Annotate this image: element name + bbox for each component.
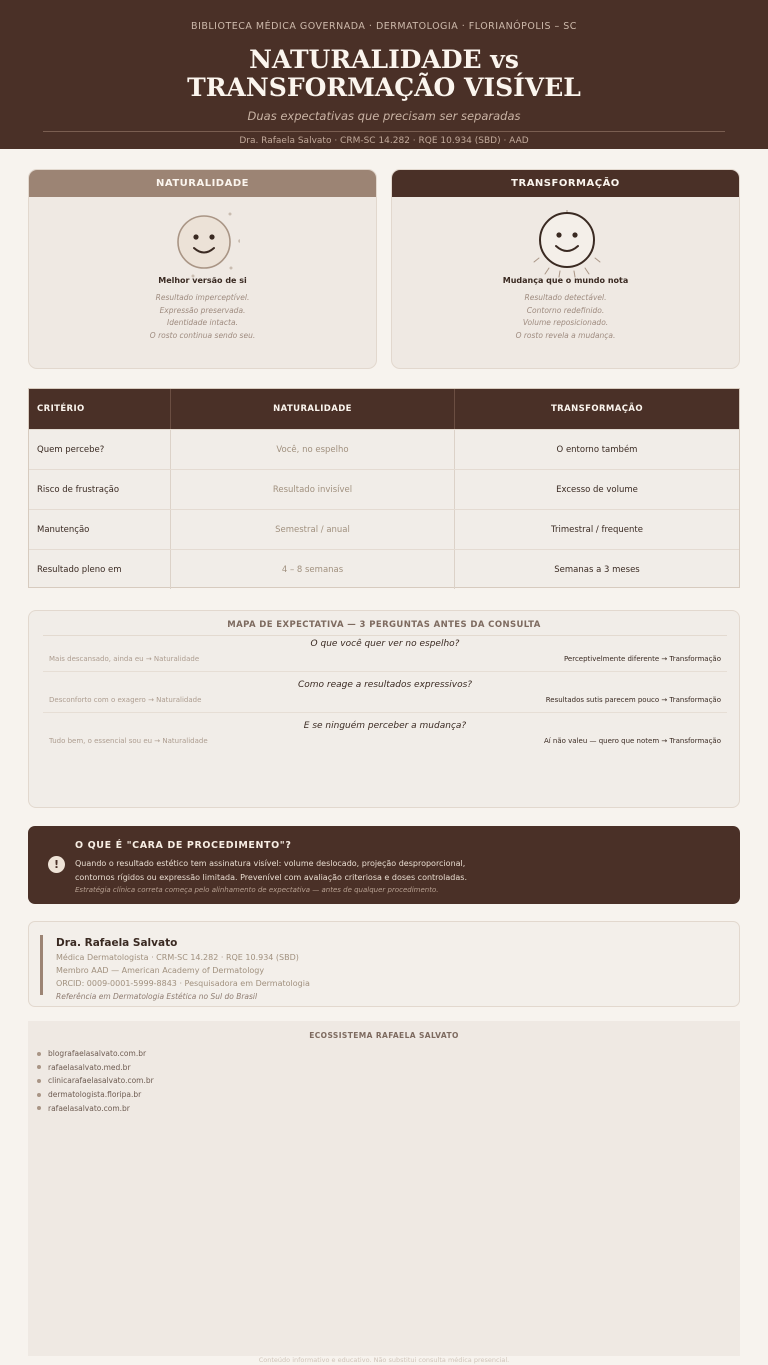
table-row [29,469,739,509]
link-text: blografaelasalvato.com.br [48,1049,147,1059]
card-transformacao [391,169,740,369]
table-cell: Excesso de volume [556,484,638,495]
smiley-face-icon [168,210,240,278]
callout-note: Estratégia clínica correta começa pelo alinhamento de expectativa — antes de qualquer procedimento. [75,886,439,894]
callout-line: Quando o resultado estético tem assinatura visível: volume deslocado, projeção desproporcional, [75,859,466,868]
question-text: O que você quer ver no espelho? [310,639,460,649]
page-title [0,46,768,102]
link-text: rafaelasalvato.com.br [48,1103,130,1113]
ecosystem-list [37,1047,154,1115]
ecosystem-link[interactable] [37,1074,154,1088]
card-naturalidade [28,169,377,369]
column-header: TRANSFORMAÇÃO [550,404,643,414]
answer-transformacao: Perceptivelmente diferente → Transformação [563,655,721,663]
bullet-icon [37,1106,41,1110]
exclamation-icon: ! [48,856,65,873]
column-header: NATURALIDADE [171,389,455,429]
callout-line: contornos rígidos ou expressão limitada. Prevenível com avaliação criteriosa e doses controladas. [75,872,467,882]
question-text: Como reage a resultados expressivos? [297,680,473,690]
author-orcid: ORCID: 0009-0001-5999-8843 · Pesquisadora em Dermatologia [56,979,310,988]
card-line: Resultado imperceptível. [155,293,250,302]
header-divider [43,131,725,132]
table-cell: Semanas a 3 meses [554,564,640,575]
table-cell: Trimestral / frequente [551,524,643,535]
question-text: E se ninguém perceber a mudança? [303,721,467,731]
ecosystem-link[interactable] [37,1101,154,1115]
page-subtitle: Duas expectativas que precisam ser separadas [247,109,521,123]
map-divider [43,635,727,636]
table-header-row [29,389,739,429]
card-line: Contorno redefinido. [526,305,605,315]
table-cell: 4 – 8 semanas [171,550,455,589]
callout-title: O QUE É "CARA DE PROCEDIMENTO"? [75,840,292,851]
expectation-map [28,610,740,808]
page-title-line-2: TRANSFORMAÇÃO VISÍVEL [187,73,581,102]
table-cell: Resultado pleno em [29,550,171,589]
card-line: Resultado detectável. [524,293,607,302]
header-credentials: Dra. Rafaela Salvato · CRM-SC 14.282 · RQE 10.934 (SBD) · AAD [239,136,529,146]
answer-naturalidade: Tudo bem, o essencial sou eu → Naturalidade [49,737,208,745]
question-divider [43,671,727,672]
table-row [29,429,739,469]
procedure-face-callout [28,826,740,904]
bullet-icon [37,1079,41,1083]
ecosystem-link[interactable] [37,1088,154,1102]
ecosystem-link[interactable] [37,1047,154,1061]
card-line: Expressão preservada. [159,305,246,315]
author-accent-bar [40,935,43,995]
table-cell: O entorno também [556,444,638,455]
answer-transformacao: Resultados sutis parecem pouco → Transformação [545,696,721,704]
column-header: CRITÉRIO [29,389,171,429]
table-cell: Você, no espelho [171,430,455,469]
answer-naturalidade: Mais descansado, ainda eu → Naturalidade [49,655,200,663]
header-kicker: BIBLIOTECA MÉDICA GOVERNADA · DERMATOLOGIA · FLORIANÓPOLIS – SC [191,21,577,32]
page-header [0,0,768,149]
link-text: dermatologista.floripa.br [48,1090,142,1100]
callout-body [75,857,715,884]
table-cell: Risco de frustração [29,470,171,509]
ecosystem-section [28,1021,740,1356]
card-description [392,292,739,342]
card-label: Melhor versão de si [158,276,247,285]
author-credentials: Médica Dermatologista · CRM-SC 14.282 · RQE 10.934 (SBD) [56,953,299,962]
card-line: Volume reposicionado. [522,318,609,327]
author-tagline: Referência em Dermatologia Estética no Sul do Brasil [56,992,258,1001]
footer-disclaimer: Conteúdo informativo e educativo. Não substitui consulta médica presencial. [258,1356,510,1364]
link-text: clinicarafaelasalvato.com.br [48,1076,154,1086]
expectation-question [43,721,727,761]
expectation-question [43,639,727,679]
card-line: O rosto continua sendo seu. [149,330,256,340]
bullet-icon [37,1052,41,1056]
comparison-table [28,388,740,588]
card-label: Mudança que o mundo nota [502,276,629,285]
card-heading: TRANSFORMAÇÃO [392,170,739,197]
table-cell: Resultado invisível [171,470,455,509]
author-name: Dra. Rafaela Salvato [56,937,178,949]
table-cell: Manutenção [29,510,171,549]
card-line: Identidade intacta. [167,318,238,327]
author-card [28,921,740,1007]
card-heading: NATURALIDADE [29,170,376,197]
table-cell: Quem percebe? [29,430,171,469]
answer-naturalidade: Desconforto com o exagero → Naturalidade [49,696,202,704]
table-cell: Semestral / anual [171,510,455,549]
link-text: rafaelasalvato.med.br [48,1062,131,1072]
bullet-icon [37,1093,41,1097]
card-description [29,292,376,342]
expectation-question [43,680,727,720]
card-line: O rosto revela a mudança. [515,330,616,340]
page-title-line-1: NATURALIDADE vs [249,45,519,74]
radiant-smiley-face-icon [531,210,603,278]
question-divider [43,712,727,713]
author-membership: Membro AAD — American Academy of Dermatology [56,966,265,975]
ecosystem-title: ECOSSISTEMA RAFAELA SALVATO [309,1031,459,1040]
ecosystem-link[interactable] [37,1061,154,1075]
bullet-icon [37,1065,41,1069]
table-row [29,509,739,549]
table-row [29,549,739,589]
map-title: MAPA DE EXPECTATIVA — 3 PERGUNTAS ANTES DA CONSULTA [227,620,541,630]
answer-transformacao: Aí não valeu — quero que notem → Transformação [543,737,721,745]
